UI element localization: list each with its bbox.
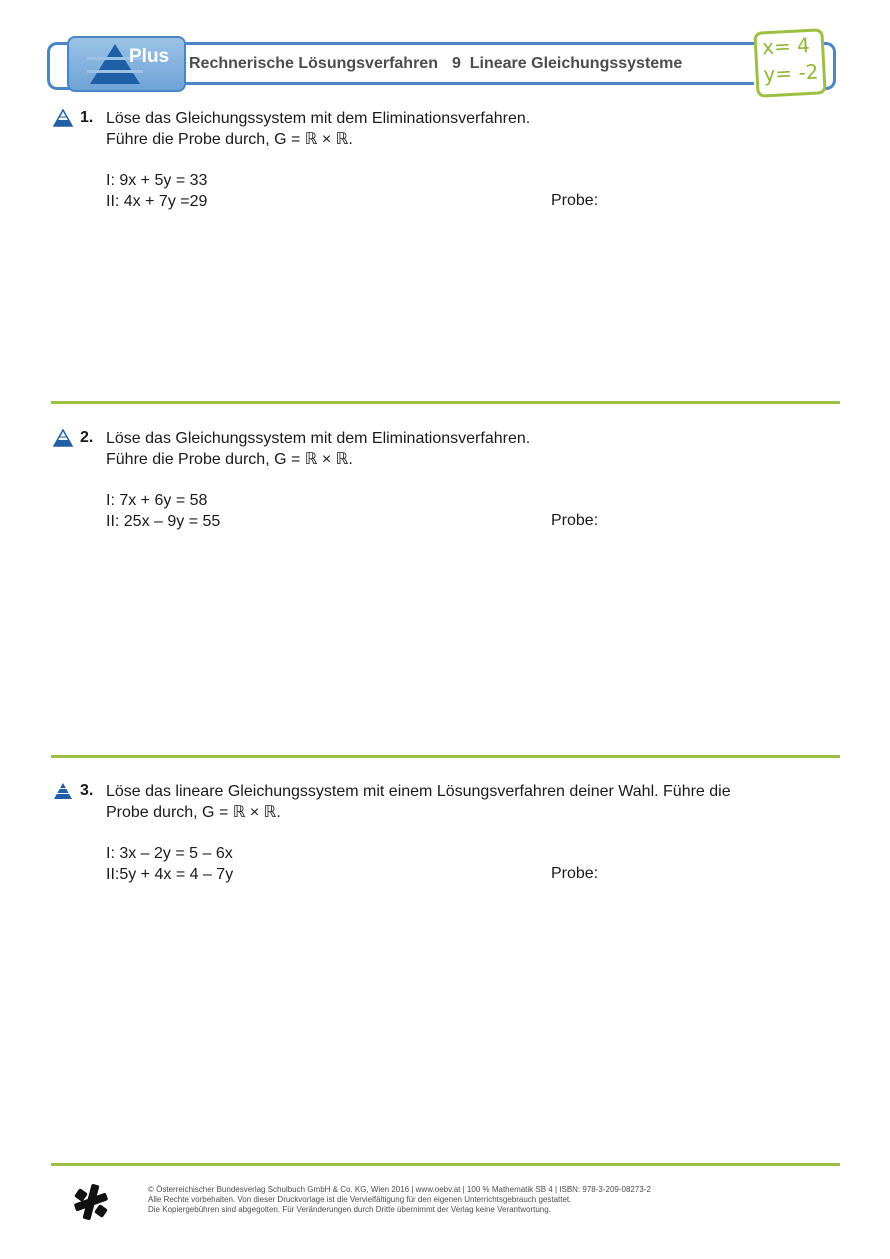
difficulty-easy-icon: [53, 109, 73, 127]
equation-1: I: 7x + 6y = 58: [106, 492, 208, 509]
footer-line: Alle Rechte vorbehalten. Von dieser Druckvorlage ist die Vervielfältigung für den eigenen Unterrichtsgebrauch gestattet.: [148, 1195, 572, 1204]
instruction-line: Löse das lineare Gleichungssystem mit einem Lösungsverfahren deiner Wahl. Führe die: [106, 783, 731, 800]
difficulty-easy-icon: [53, 429, 73, 447]
instruction-line: Löse das Gleichungssystem mit dem Eliminationsverfahren.: [106, 430, 531, 447]
equation-2: II: 4x + 7y =29: [106, 193, 208, 210]
task-number: 2.: [80, 429, 94, 446]
equation-system: [106, 170, 207, 212]
equation-2: II:5y + 4x = 4 – 7y: [106, 866, 234, 883]
separator-line: [51, 401, 840, 404]
task-number: 3.: [80, 782, 94, 799]
equation-1: I: 3x – 2y = 5 – 6x: [106, 845, 233, 862]
instruction-line: Löse das Gleichungssystem mit dem Eliminationsverfahren.: [106, 110, 531, 127]
difficulty-hard-icon: [53, 782, 73, 800]
header-line-bottom: [184, 82, 754, 85]
equation-system: [106, 490, 220, 532]
separator-line: [51, 755, 840, 758]
footer-line: © Österreichischer Bundesverlag Schulbuch GmbH & Co. KG, Wien 2016 | www.oebv.at | 100 % Mathematik SB 4 | ISBN: 978-3-209-08273-2: [148, 1185, 651, 1194]
instruction-line: Führe die Probe durch, G = ℝ × ℝ.: [106, 131, 353, 148]
footer-copyright: [148, 1185, 651, 1215]
probe-label: Probe:: [551, 192, 599, 209]
task-instruction: [106, 428, 826, 470]
task-instruction: [106, 108, 826, 150]
plus-logo-label: Plus: [129, 46, 170, 67]
instruction-line: Führe die Probe durch, G = ℝ × ℝ.: [106, 451, 353, 468]
publisher-logo-icon: [72, 1182, 110, 1222]
equation-2: II: 25x – 9y = 55: [106, 513, 221, 530]
equation-1: I: 9x + 5y = 33: [106, 172, 208, 189]
section-number: 9: [451, 55, 461, 72]
section-title: Lineare Gleichungssysteme: [469, 55, 683, 72]
instruction-line: Probe durch, G = ℝ × ℝ.: [106, 804, 281, 821]
chapter-title: Rechnerische Lösungsverfahren: [189, 55, 438, 72]
probe-label: Probe:: [551, 512, 599, 529]
equation-system: [106, 843, 233, 885]
solution-x: x= 4: [761, 32, 811, 60]
separator-line: [51, 1163, 840, 1166]
task-number: 1.: [80, 109, 94, 126]
page-title: [189, 55, 682, 73]
solution-y: y= -2: [762, 59, 820, 87]
probe-label: Probe:: [551, 865, 599, 882]
handwritten-solution-box: [753, 28, 826, 98]
header-line-top: [184, 42, 754, 45]
footer-line: Die Kopiergebühren sind abgegolten. Für Veränderungen durch Dritte übernimmt der Verlag keine Verantwortung.: [148, 1205, 551, 1214]
plus-logo: [67, 36, 186, 92]
task-instruction: [106, 781, 826, 823]
